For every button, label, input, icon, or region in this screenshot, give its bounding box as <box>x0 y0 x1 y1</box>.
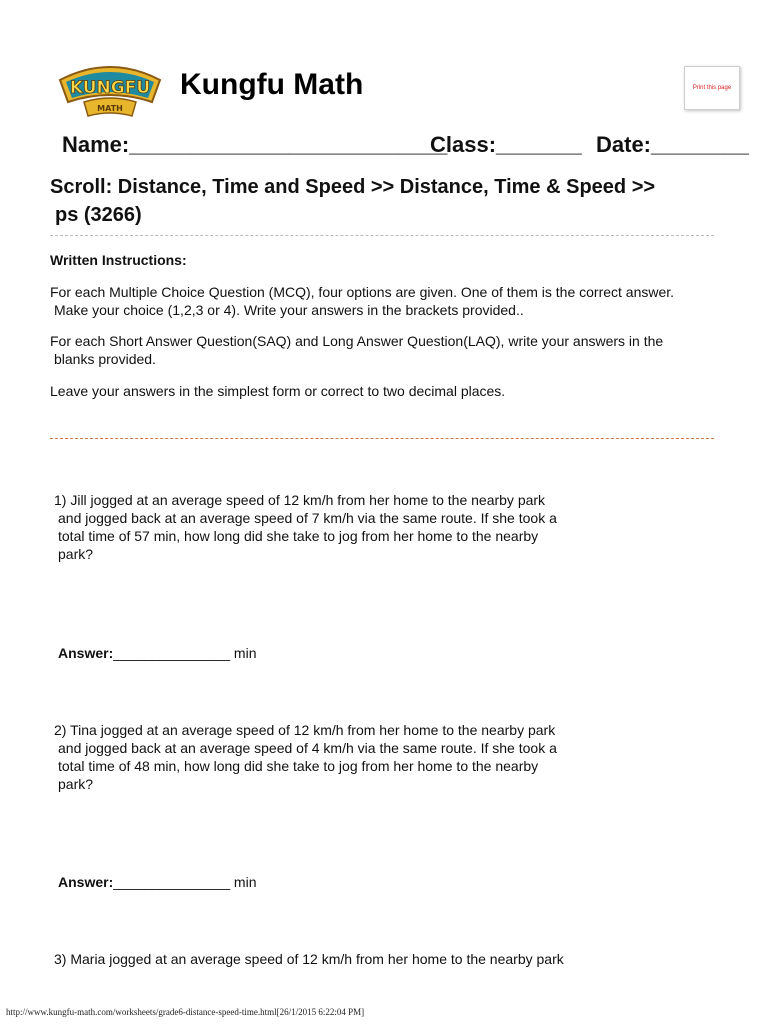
answer-1 <box>58 645 256 661</box>
class-field: Class:_______ <box>430 132 582 157</box>
instructions-heading: Written Instructions: <box>50 252 187 268</box>
answer-unit: min <box>233 645 257 661</box>
instruction-saq-line2: blanks provided. <box>54 351 156 367</box>
answer-label: Answer: <box>58 645 114 661</box>
date-field: Date:________ <box>596 132 749 157</box>
question-line: 3) Maria jogged at an average speed of 12 km/h from her home to the nearby park <box>54 951 564 967</box>
logo-text-bottom: MATH <box>97 104 123 113</box>
answer-blank[interactable]: _______________ <box>113 645 231 661</box>
site-title: Kungfu Math <box>180 68 364 101</box>
print-button[interactable]: Print this page <box>684 66 740 110</box>
question-2 <box>54 721 594 793</box>
question-line: total time of 48 min, how long did she take to jog from her home to the nearby <box>58 758 539 774</box>
question-line: 1) Jill jogged at an average speed of 12 km/h from her home to the nearby park <box>54 492 546 508</box>
divider-orange <box>50 438 714 439</box>
question-line: park? <box>58 776 94 792</box>
question-1 <box>54 491 594 563</box>
answer-label: Answer: <box>58 874 114 890</box>
scroll-title-line2: ps (3266) <box>55 204 142 226</box>
divider <box>50 235 714 236</box>
instruction-saq <box>50 332 710 368</box>
logo-text-top: KUNGFU <box>69 78 151 98</box>
question-line: park? <box>58 546 94 562</box>
instruction-precision: Leave your answers in the simplest form or correct to two decimal places. <box>50 383 506 399</box>
question-line: and jogged back at an average speed of 7 km/h via the same route. If she took a <box>58 510 557 526</box>
instruction-mcq-line2: Make your choice (1,2,3 or 4). Write your answers in the brackets provided.. <box>54 302 524 318</box>
question-line: total time of 57 min, how long did she take to jog from her home to the nearby <box>58 528 539 544</box>
answer-unit: min <box>233 874 257 890</box>
page-url-footer: http://www.kungfu-math.com/worksheets/grade6-distance-speed-time.html[26/1/2015 6:22:04 PM] <box>6 1007 365 1017</box>
scroll-title <box>50 173 730 229</box>
answer-2 <box>58 874 256 890</box>
answer-blank[interactable]: _______________ <box>113 874 231 890</box>
scroll-title-line1: Scroll: Distance, Time and Speed >> Distance, Time & Speed >> <box>50 176 656 198</box>
instruction-saq-line1: For each Short Answer Question(SAQ) and Long Answer Question(LAQ), write your answers in the <box>50 333 664 349</box>
name-field: Name:__________________________ <box>62 132 448 157</box>
question-3 <box>54 950 594 968</box>
instruction-mcq-line1: For each Multiple Choice Question (MCQ), four options are given. One of them is the correct answer. <box>50 284 675 300</box>
kungfu-math-logo <box>56 58 164 120</box>
question-line: and jogged back at an average speed of 4 km/h via the same route. If she took a <box>58 740 557 756</box>
instruction-mcq <box>50 283 710 319</box>
question-line: 2) Tina jogged at an average speed of 12 km/h from her home to the nearby park <box>54 722 556 738</box>
